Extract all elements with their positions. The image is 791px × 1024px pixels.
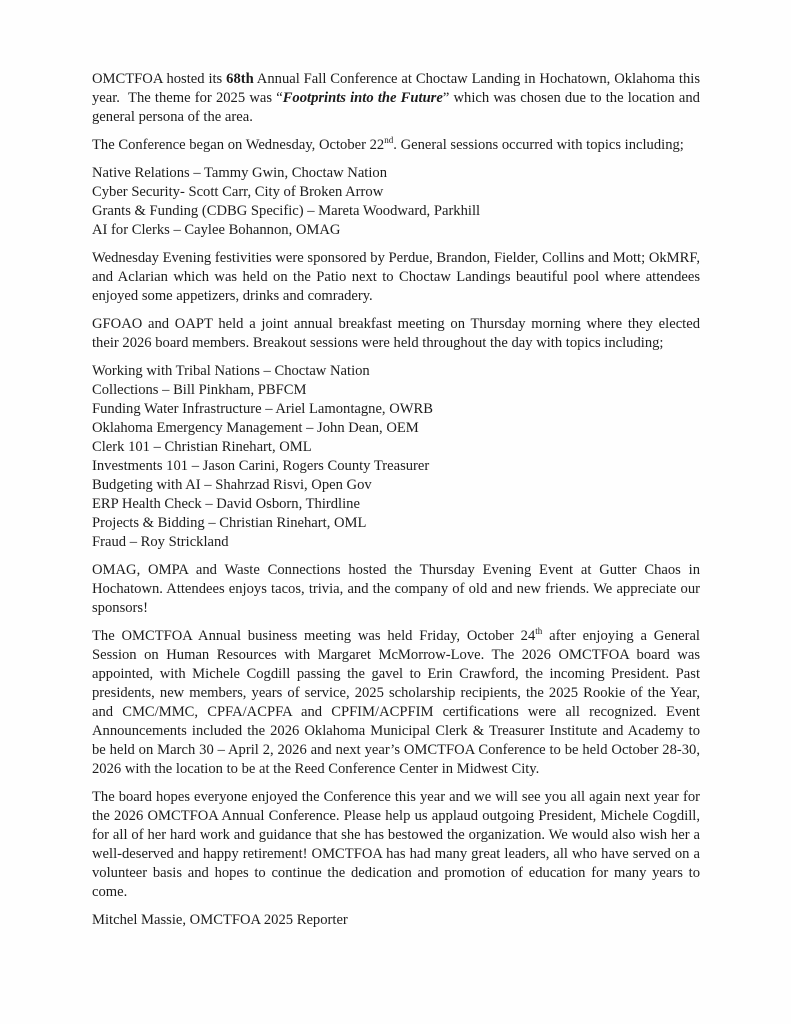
breakout-sessions-list-item: ERP Health Check – David Osborn, Thirdline: [92, 496, 360, 512]
breakout-sessions-list-item: Budgeting with AI – Shahrzad Risvi, Open Gov: [92, 477, 372, 493]
breakout-sessions-list-item: Fraud – Roy Strickland: [92, 534, 229, 550]
intro-paragraph: [92, 70, 700, 127]
text-segment: OMCTFOA hosted its: [92, 71, 227, 87]
reporter-signature: [92, 911, 700, 930]
wednesday-evening-paragraph: [92, 249, 700, 306]
text-segment: The board hopes everyone enjoyed the Conference this year and we will see you all again next year for the 2026 OMCTFOA Annual Conference. Please help us applaud outgoing President, Michele Cogdill, for all of her hard work and guidance that she has bestowed the organization. We would also wish her a well-deserved and happy retirement! OMCTFOA has had many great leaders, all who have served on a volunteer basis and hopes to continue the dedication and promotion of education for many years to come.: [92, 789, 700, 900]
conference-start-paragraph: [92, 136, 700, 155]
text-segment: nd: [384, 135, 394, 146]
text-segment: OMAG, OMPA and Waste Connections hosted the Thursday Evening Event at Gutter Chaos in Hochatown. Attendees enjoys tacos, trivia, and the company of old and new friends. We appreciate our sponsors!: [92, 562, 700, 616]
breakout-sessions-list-item: Working with Tribal Nations – Choctaw Nation: [92, 363, 370, 379]
breakfast-meeting-paragraph: [92, 315, 700, 353]
text-segment: ” which was chosen due to the location and general persona of the area.: [92, 90, 700, 125]
breakout-sessions-list-item: Funding Water Infrastructure – Ariel Lamontagne, OWRB: [92, 401, 434, 417]
general-sessions-list-item: Native Relations – Tammy Gwin, Choctaw Nation: [92, 165, 387, 181]
document-body: [92, 70, 700, 939]
text-segment: after enjoying a General Session on Human Resources with Margaret McMorrow-Love. The 2026 OMCTFOA board was appointed, with Michele Cogdill passing the gavel to Erin Crawford, the incoming President. Past presidents, new members, years of service, 2025 scholarship recipients, the 2025 Rookie of the Year, and CMC/MMC, CPFA/ACPFA and CPFIM/ACPFIM certifications were all recognized. Event Announcements included the 2026 Oklahoma Municipal Clerk & Treasurer Institute and Academy to be held on March 30 – April 2, 2026 and next year’s OMCTFOA Conference to be held October 28-30, 2026 with the location to be at the Reed Conference Center in Midwest City.: [92, 628, 700, 777]
text-segment: Wednesday Evening festivities were sponsored by Perdue, Brandon, Fielder, Collins and Mott; OkMRF, and Aclarian which was held on the Patio next to Choctaw Landings beautiful pool where attendees enjoyed some appetizers, drinks and comradery.: [92, 250, 700, 304]
breakout-sessions-list: [92, 362, 700, 552]
text-segment: Annual Fall Conference at Choctaw Landing in Hochatown, Oklahoma this year. The theme for 2025 was “: [92, 71, 700, 106]
text-segment: The Conference began on Wednesday, October 22: [92, 137, 385, 153]
general-sessions-list-item: Cyber Security- Scott Carr, City of Broken Arrow: [92, 184, 384, 200]
general-sessions-list: [92, 164, 700, 240]
business-meeting-paragraph: [92, 627, 700, 779]
text-segment: . General sessions occurred with topics including;: [393, 137, 684, 153]
breakout-sessions-list-item: Oklahoma Emergency Management – John Dean, OEM: [92, 420, 419, 436]
text-segment: GFOAO and OAPT held a joint annual breakfast meeting on Thursday morning where they elected their 2026 board members. Breakout sessions were held throughout the day with topics including;: [92, 316, 700, 351]
breakout-sessions-list-item: Projects & Bidding – Christian Rinehart, OML: [92, 515, 367, 531]
breakout-sessions-list-item: Collections – Bill Pinkham, PBFCM: [92, 382, 307, 398]
general-sessions-list-item: AI for Clerks – Caylee Bohannon, OMAG: [92, 222, 341, 238]
thursday-evening-paragraph: [92, 561, 700, 618]
general-sessions-list-item: Grants & Funding (CDBG Specific) – Mareta Woodward, Parkhill: [92, 203, 481, 219]
closing-paragraph: [92, 788, 700, 902]
text-segment: th: [535, 626, 543, 637]
text-segment: 68th: [226, 71, 254, 87]
breakout-sessions-list-item: Clerk 101 – Christian Rinehart, OML: [92, 439, 312, 455]
breakout-sessions-list-item: Investments 101 – Jason Carini, Rogers County Treasurer: [92, 458, 430, 474]
text-segment: The OMCTFOA Annual business meeting was held Friday, October 24: [92, 628, 536, 644]
text-segment: Footprints into the Future: [282, 90, 443, 106]
text-segment: Mitchel Massie, OMCTFOA 2025 Reporter: [92, 912, 348, 928]
